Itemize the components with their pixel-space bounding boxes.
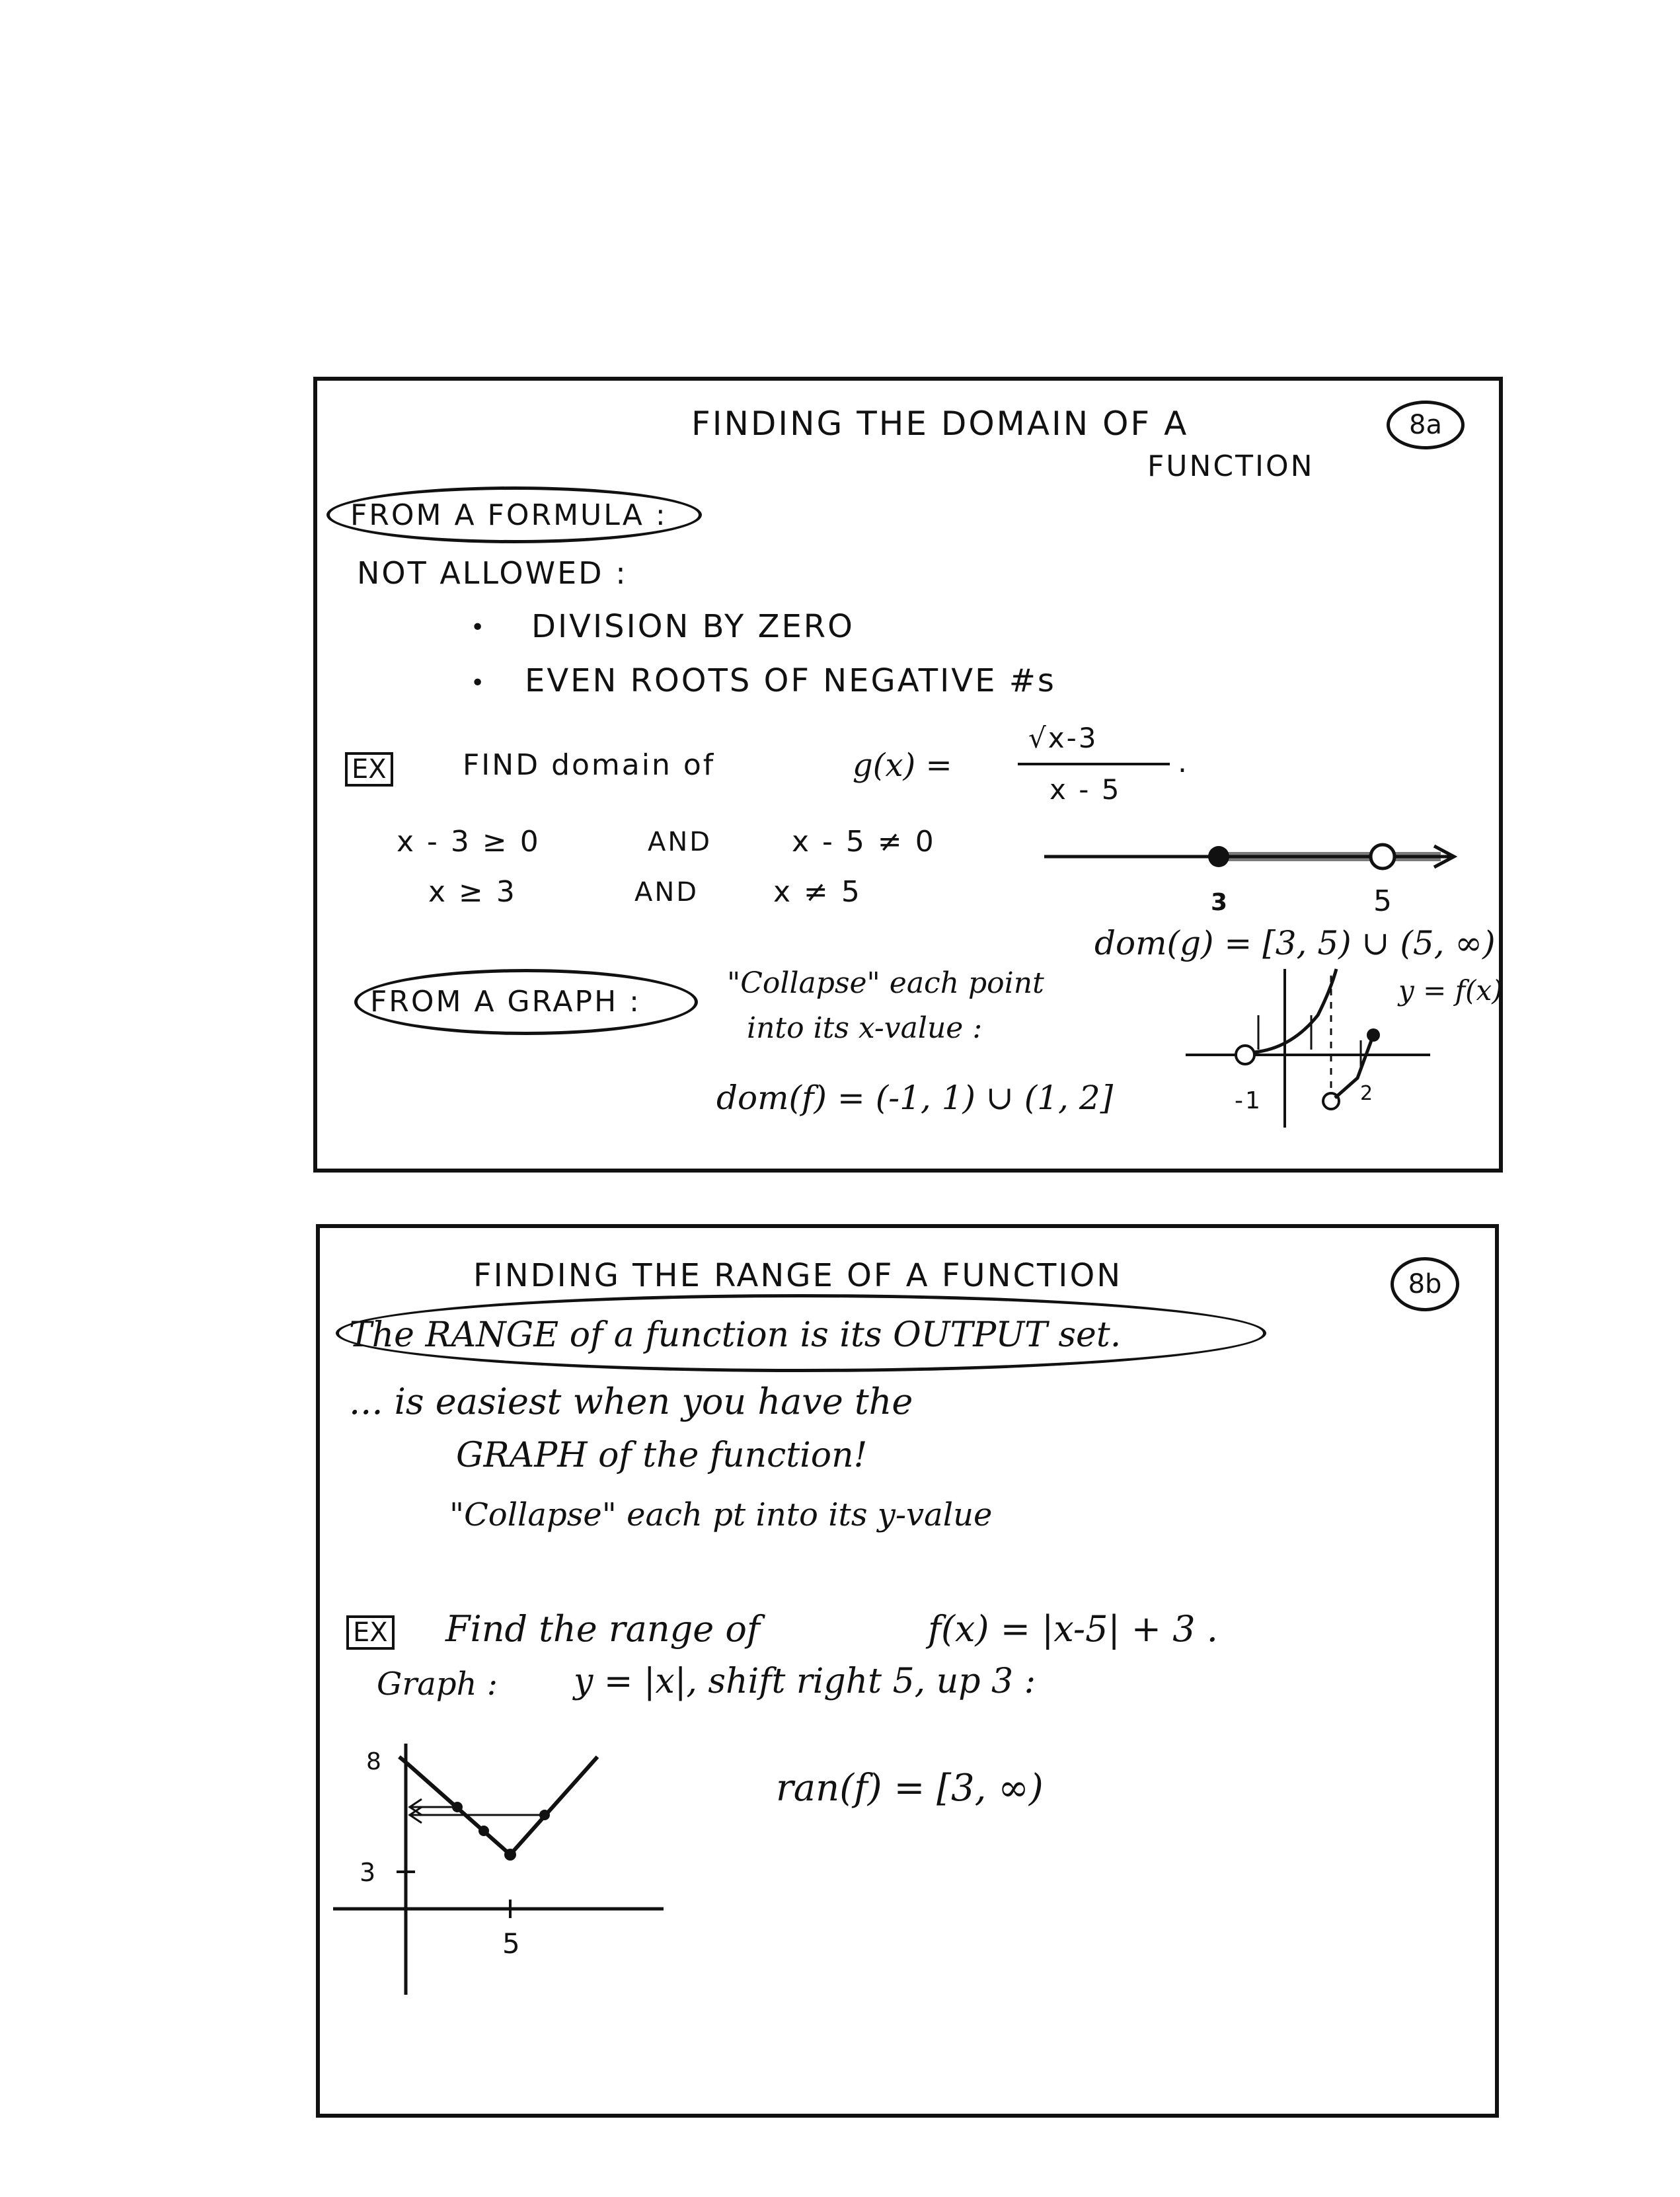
y-label-3: 3 (360, 1858, 378, 1887)
example-numerator: √x-3 (1028, 722, 1098, 754)
fraction-bar (1018, 763, 1170, 765)
work-row1-right: x - 5 ≠ 0 (792, 825, 936, 859)
number-line-label-5: 5 (1373, 884, 1394, 918)
range-line1: ... is easiest when you have the (349, 1381, 913, 1422)
example-period: . (1178, 746, 1187, 779)
collapse-line2: into its x-value : (747, 1011, 983, 1045)
x-label-5: 5 (502, 1927, 522, 1960)
bullet-dot-icon: • (471, 614, 485, 641)
graph-instruction: y = |x|, shift right 5, up 3 : (574, 1662, 1036, 1701)
card-a-title-line2: FUNCTION (1147, 449, 1315, 483)
example-label: EX (345, 752, 393, 787)
number-line (1044, 830, 1467, 909)
work-row2-left: x ≥ 3 (428, 875, 517, 909)
graph-instruction-label: Graph : (377, 1666, 498, 1703)
example-function-name: g(x) = (853, 747, 952, 784)
card-b-badge: 8b (1391, 1257, 1459, 1311)
card-b-title: FINDING THE RANGE OF A FUNCTION (473, 1257, 1123, 1294)
range-definition: The RANGE of a function is its OUTPUT set. (349, 1315, 1122, 1355)
example-b-function: f(x) = |x-5| + 3 . (928, 1608, 1218, 1650)
range-card (316, 1224, 1499, 2118)
bullet-even-roots: EVEN ROOTS OF NEGATIVE #s (525, 662, 1056, 699)
card-a-title-line1: FINDING THE DOMAIN OF A (691, 405, 1189, 443)
domain-card (313, 377, 1503, 1173)
closed-point-3 (1208, 846, 1229, 867)
collapse-line1: "Collapse" each point (727, 966, 1044, 1000)
number-line-label-3: 3 (1211, 889, 1230, 916)
bullet-division-by-zero: DIVISION BY ZERO (531, 608, 855, 645)
abs-value-graph (333, 1744, 677, 2008)
example-denominator: x - 5 (1050, 773, 1122, 806)
y-label-8: 8 (366, 1748, 383, 1775)
open-point-5 (1371, 845, 1394, 868)
graph-tick-neg1: -1 (1235, 1087, 1262, 1114)
range-result: ran(f) = [3, ∞) (776, 1767, 1044, 1810)
graph-tick-2: 2 (1360, 1082, 1375, 1105)
graph-heading: FROM A GRAPH : (370, 985, 641, 1019)
work-row1-left: x - 3 ≥ 0 (397, 825, 541, 859)
work-row1-and: AND (648, 827, 712, 857)
card-a-badge: 8a (1387, 401, 1465, 449)
example-b-label: EX (346, 1615, 395, 1650)
formula-heading: FROM A FORMULA : (350, 498, 668, 532)
range-line2: GRAPH of the function! (456, 1436, 868, 1475)
bullet-dot-icon: • (471, 670, 485, 697)
range-line3: "Collapse" each pt into its y-value (449, 1496, 993, 1533)
graph-domain-result: dom(f) = (-1, 1) ∪ (1, 2] (716, 1079, 1114, 1117)
domain-result: dom(g) = [3, 5) ∪ (5, ∞) (1094, 924, 1496, 962)
example-b-prompt: Find the range of (445, 1608, 760, 1650)
graph-label: y = f(x) (1398, 974, 1503, 1007)
example-prompt: FIND domain of (463, 748, 716, 782)
work-row2-and: AND (634, 877, 699, 907)
work-row2-right: x ≠ 5 (773, 875, 862, 909)
not-allowed-heading: NOT ALLOWED : (357, 555, 628, 591)
